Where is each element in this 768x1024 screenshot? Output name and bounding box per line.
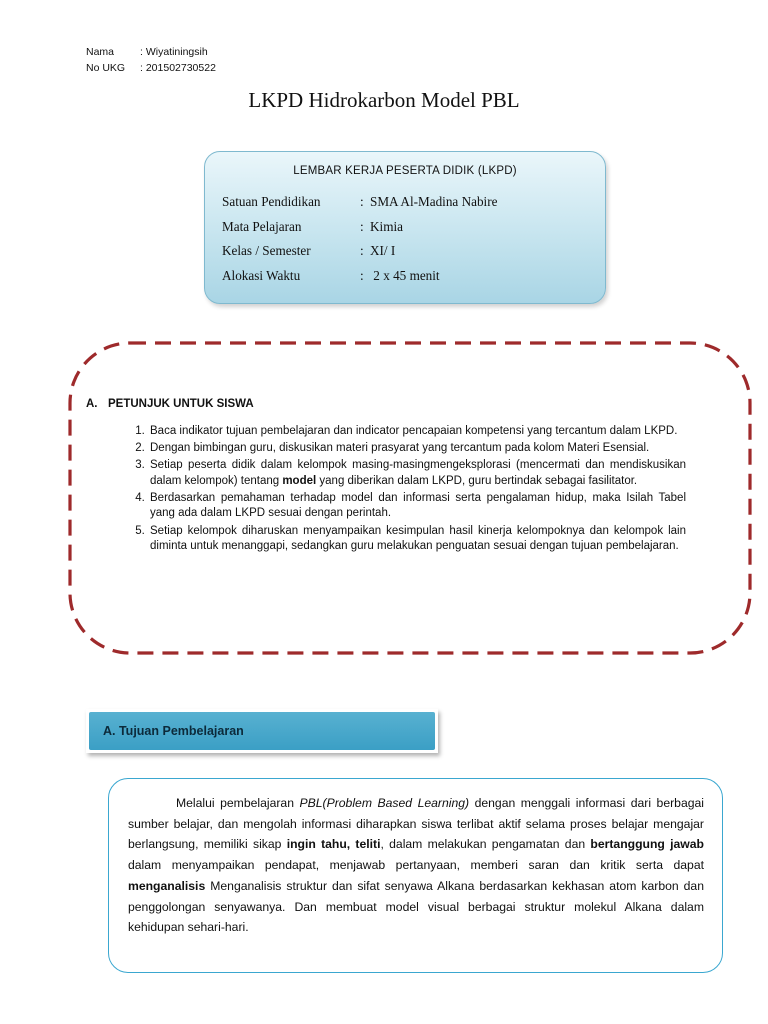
lkpd-info-box bbox=[204, 151, 606, 304]
info-label: Mata Pelajaran bbox=[222, 218, 302, 234]
tujuan-header-label: A. Tujuan Pembelajaran bbox=[89, 712, 435, 750]
info-separator: : bbox=[360, 218, 364, 234]
list-item-text: yang diberikan dalam LKPD, guru bertindak sebagai fasilitator. bbox=[316, 474, 638, 487]
info-row bbox=[222, 215, 497, 240]
paragraph-text: dalam menyampaikan pendapat, menjawab pertanyaan, memberi saran dan kritik serta dapat bbox=[128, 858, 704, 873]
list-item-bold: model bbox=[282, 474, 317, 487]
tujuan-paragraph bbox=[128, 793, 704, 938]
ukg-label: No UKG bbox=[86, 62, 126, 74]
info-row bbox=[222, 264, 497, 289]
paragraph-bold: bertanggung jawab bbox=[590, 837, 704, 852]
name-label: Nama bbox=[86, 46, 115, 58]
list-item: 1. Baca indikator tujuan pembelajaran dan indicator pencapaian kompetensi yang tercantum dalam LKPD. bbox=[148, 424, 686, 440]
section-letter: A. bbox=[86, 398, 98, 410]
student-identity bbox=[86, 44, 216, 76]
name-row bbox=[86, 44, 216, 60]
list-item: 4. Berdasarkan pemahaman terhadap model dan informasi serta pengalaman hidup, maka Isilah Tabel yang ada dalam LKPD sesuai dengan perintah. bbox=[148, 491, 686, 522]
ukg-value: : 201502730522 bbox=[140, 62, 216, 74]
paragraph-text: dengan menggali informasi dari berbagai sumber belajar, dan mengolah informasi diharapkan siswa terlibat aktif selama proses belajar mengajar berlangsung, memiliki sikap bbox=[128, 796, 704, 852]
list-item: 5. Setiap kelompok diharuskan menyampaikan kesimpulan hasil kinerja kelompoknya dan kelompok lain diminta untuk menanggapi, sedangkan guru melakukan penguatan sesuai dengan tujuan pembelajaran. bbox=[148, 524, 686, 555]
paragraph-text: , dalam melakukan pengamatan dan bbox=[380, 837, 591, 852]
paragraph-text: Menganalisis struktur dan sifat senyawa Alkana berdasarkan kekhasan atom karbon dan penggolongan senyawanya. Dan membuat model visual berbagai struktur molekul Alkana dalam kehidupan sehari-hari. bbox=[128, 878, 704, 935]
ukg-row bbox=[86, 60, 216, 76]
paragraph-text: Melalui pembelajaran bbox=[176, 796, 300, 810]
info-value: SMA Al-Madina Nabire bbox=[370, 194, 498, 209]
info-row bbox=[222, 239, 497, 264]
list-item: 2. Dengan bimbingan guru, diskusikan materi prasyarat yang tercantum pada kolom Materi Esensial. bbox=[148, 441, 686, 457]
info-value: XI/ I bbox=[370, 243, 396, 258]
info-label: Satuan Pendidikan bbox=[222, 194, 321, 209]
tujuan-header-bar bbox=[86, 709, 438, 753]
info-label: Alokasi Waktu bbox=[222, 267, 301, 283]
paragraph-bold: ingin tahu, teliti bbox=[286, 837, 381, 852]
lkpd-info-grid bbox=[222, 190, 497, 288]
petunjuk-section bbox=[86, 397, 686, 556]
name-value: : Wiyatiningsih bbox=[140, 46, 208, 58]
info-separator: : bbox=[360, 243, 364, 258]
info-value: 2 x 45 menit bbox=[370, 267, 440, 283]
page-title: LKPD Hidrokarbon Model PBL bbox=[248, 88, 520, 112]
instruction-list bbox=[86, 424, 686, 555]
paragraph-bold: menganalisis bbox=[128, 878, 206, 893]
info-value: Kimia bbox=[370, 218, 403, 234]
info-separator: : bbox=[360, 194, 364, 209]
list-item-text: Setiap peserta didik dalam kelompok masing-masingmengeksplorasi (mencermati dan mendiskusikan dalam kelompok) tentang bbox=[150, 458, 686, 487]
section-heading-text: PETUNJUK UNTUK SISWA bbox=[108, 398, 254, 410]
info-row bbox=[222, 190, 497, 215]
info-label: Kelas / Semester bbox=[222, 243, 311, 258]
list-item bbox=[148, 458, 686, 489]
petunjuk-heading bbox=[86, 397, 686, 413]
paragraph-italic: PBL(Problem Based Learning) bbox=[299, 796, 470, 810]
lkpd-info-heading: LEMBAR KERJA PESERTA DIDIK (LKPD) bbox=[293, 165, 517, 177]
info-separator: : bbox=[360, 267, 364, 283]
